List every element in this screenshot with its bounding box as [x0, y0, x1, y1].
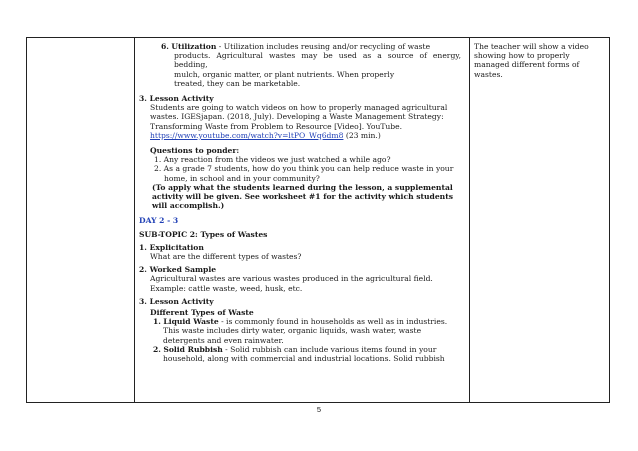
page-number: 5: [316, 405, 322, 414]
empty-left-cell: [27, 38, 135, 403]
solid-rubbish-number: 2.: [153, 344, 161, 354]
table-row: [27, 38, 610, 403]
solid-rubbish-text: - Solid rubbish can include various items found in your: [222, 344, 437, 354]
teacher-notes-cell: [470, 38, 610, 403]
supplemental-note: activity will be given. See worksheet #1 for the activity which students: [152, 192, 453, 202]
utilization-text-3: mulch, organic matter, or plant nutrients. When properly: [174, 69, 395, 79]
lesson-activity-line: Transforming Waste from Problem to Resource [Video]. YouTube.: [150, 121, 403, 131]
questions-heading: Questions to ponder:: [150, 146, 240, 156]
explicitation-section: [139, 243, 461, 261]
liquid-waste-text: detergents and even rainwater.: [163, 335, 284, 345]
supplemental-note: will accomplish.): [152, 201, 225, 211]
liquid-waste-text: This waste includes dirty water, organic liquids, wash water, waste: [163, 326, 422, 336]
solid-rubbish-text: household, along with commercial and industrial locations. Solid rubbish: [163, 354, 445, 364]
liquid-waste-number: 1.: [153, 317, 161, 327]
lesson-plan-table: [26, 37, 610, 403]
worked-sample-text: Example: cattle waste, weed, husk, etc.: [150, 283, 303, 293]
teacher-note-line: The teacher will show a video: [474, 42, 589, 51]
solid-rubbish-title: Solid Rubbish: [163, 344, 223, 354]
liquid-waste-title: Liquid Waste: [163, 317, 219, 327]
explicitation-heading: 1. Explicitation: [139, 242, 204, 252]
question-item: 2. As a grade 7 students, how do you think you can help reduce waste in your: [154, 164, 454, 174]
subtopic-heading: SUB-TOPIC 2: Types of Wastes: [139, 229, 268, 239]
worked-sample-text: Agricultural wastes are various wastes produced in the agricultural field.: [150, 274, 433, 284]
lesson-activity-3-heading: 3. Lesson Activity: [139, 296, 214, 306]
utilization-text-1: - Utilization includes reusing and/or recycling of waste: [216, 42, 431, 51]
questions-section: [139, 146, 461, 210]
lesson-activity-heading: 3. Lesson Activity: [139, 94, 214, 104]
utilization-number: 6.: [161, 42, 169, 51]
teacher-note-line: managed different forms of: [474, 60, 580, 70]
day-heading: DAY 2 - 3: [139, 216, 179, 226]
worked-sample-section: [139, 265, 461, 293]
types-of-waste-section: [139, 297, 461, 363]
teacher-note-line: wastes.: [474, 69, 503, 79]
utilization-item: [139, 42, 461, 88]
question-item: home, in school and in your community?: [164, 173, 320, 183]
liquid-waste-text: - is commonly found in households as well as in industries.: [218, 317, 448, 327]
procedure-cell: [135, 38, 470, 403]
lesson-activity-section: [139, 94, 461, 140]
utilization-title: Utilization: [171, 42, 217, 51]
worked-sample-heading: 2. Worked Sample: [139, 265, 217, 275]
explicitation-text: What are the different types of wastes?: [150, 252, 302, 262]
types-subheading: Different Types of Waste: [150, 308, 254, 318]
question-item: 1. Any reaction from the videos we just watched a while ago?: [154, 155, 391, 165]
utilization-text-4: treated, they can be marketable.: [174, 78, 301, 88]
video-duration: (23 min.): [343, 130, 381, 140]
lesson-activity-line: Students are going to watch videos on how to properly managed agricultural: [150, 103, 448, 113]
utilization-text-2: products. Agricultural wastes may be used as a source of energy, bedding,: [174, 51, 461, 70]
lesson-activity-line: wastes. IGESjapan. (2018, July). Developing a Waste Management Strategy:: [150, 112, 444, 122]
teacher-note-line: showing how to properly: [474, 51, 570, 61]
youtube-video-link[interactable]: https://www.youtube.com/watch?v=ltPO_Wq6dm8: [150, 130, 344, 140]
supplemental-note: (To apply what the students learned during the lesson, a supplemental: [152, 182, 453, 192]
